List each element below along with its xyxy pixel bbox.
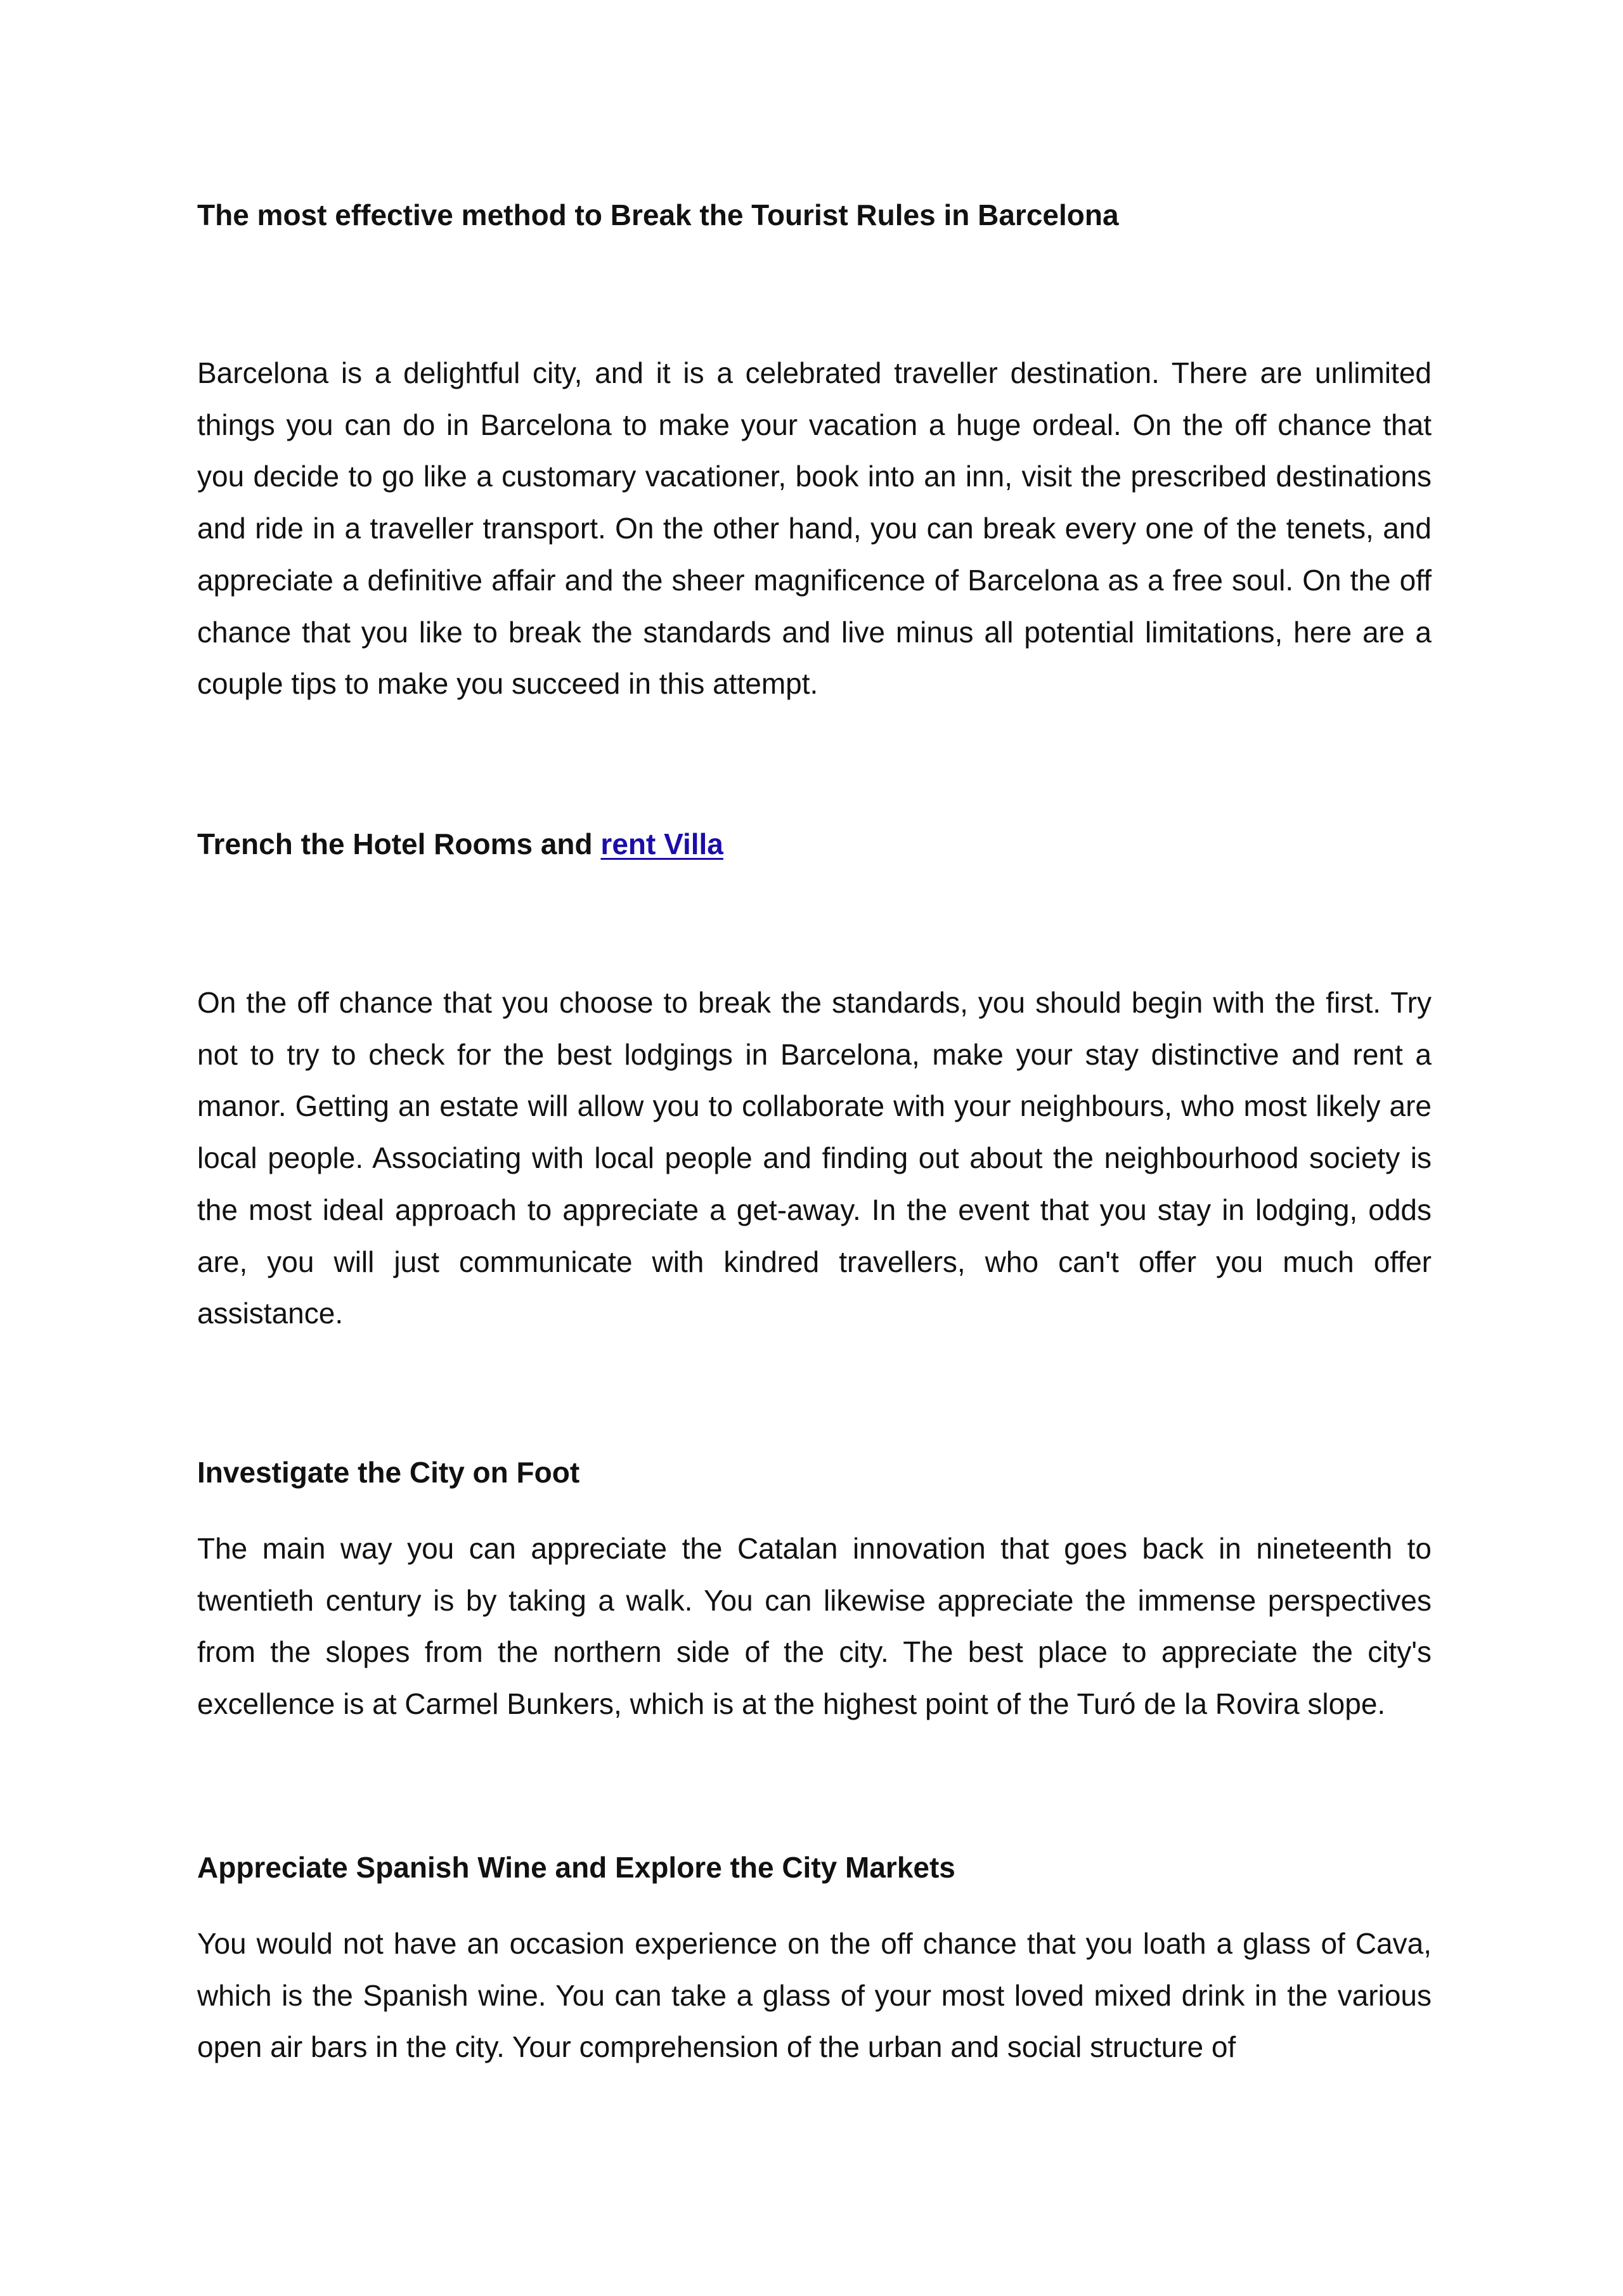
section-body-wine: You would not have an occasion experience on the off chance that you loath a glass of Cava, which is the Spanish wine. You can take a glass of your most loved mixed drink in the various open air bars in the city. Your comprehension of the urban and social structure of: [197, 1927, 1432, 2064]
section-heading-foot: Investigate the City on Foot: [197, 1456, 580, 1489]
section-body-villa: On the off chance that you choose to break the standards, you should begin with the first. Try not to try to check for the best lodgings in Barcelona, make your stay distinctive and rent a manor. Getting an estate will allow you to collaborate with your neighbours, who most likely are local people. Associating with local people and finding out about the neighbourhood society is the most ideal approach to appreciate a get-away. In the event that you stay in lodging, odds are, you will just communicate with kindred travellers, who can't offer you much offer assistance.: [197, 986, 1432, 1330]
section-heading-wine: Appreciate Spanish Wine and Explore the City Markets: [197, 1851, 955, 1884]
page-title: The most effective method to Break the Tourist Rules in Barcelona: [197, 198, 1119, 231]
section-heading-villa-text: Trench the Hotel Rooms and: [197, 827, 601, 860]
rent-villa-link[interactable]: rent Villa: [600, 827, 723, 860]
intro-paragraph: Barcelona is a delightful city, and it is a celebrated traveller destination. There are unlimited things you can do in Barcelona to make your vacation a huge ordeal. On the off chance that you decide to go like a customary vacationer, book into an inn, visit the prescribed destinations and ride in a traveller transport. On the other hand, you can break every one of the tenets, and appreciate a definitive affair and the sheer magnificence of Barcelona as a free soul. On the off chance that you like to break the standards and live minus all potential limitations, here are a couple tips to make you succeed in this attempt.: [197, 356, 1432, 701]
section-heading-villa: [197, 825, 1432, 863]
section-body-foot: The main way you can appreciate the Catalan innovation that goes back in nineteenth to twentieth century is by taking a walk. You can likewise appreciate the immense perspectives from the slopes from the northern side of the city. The best place to appreciate the city's excellence is at Carmel Bunkers, which is at the highest point of the Turó de la Rovira slope.: [197, 1532, 1432, 1721]
